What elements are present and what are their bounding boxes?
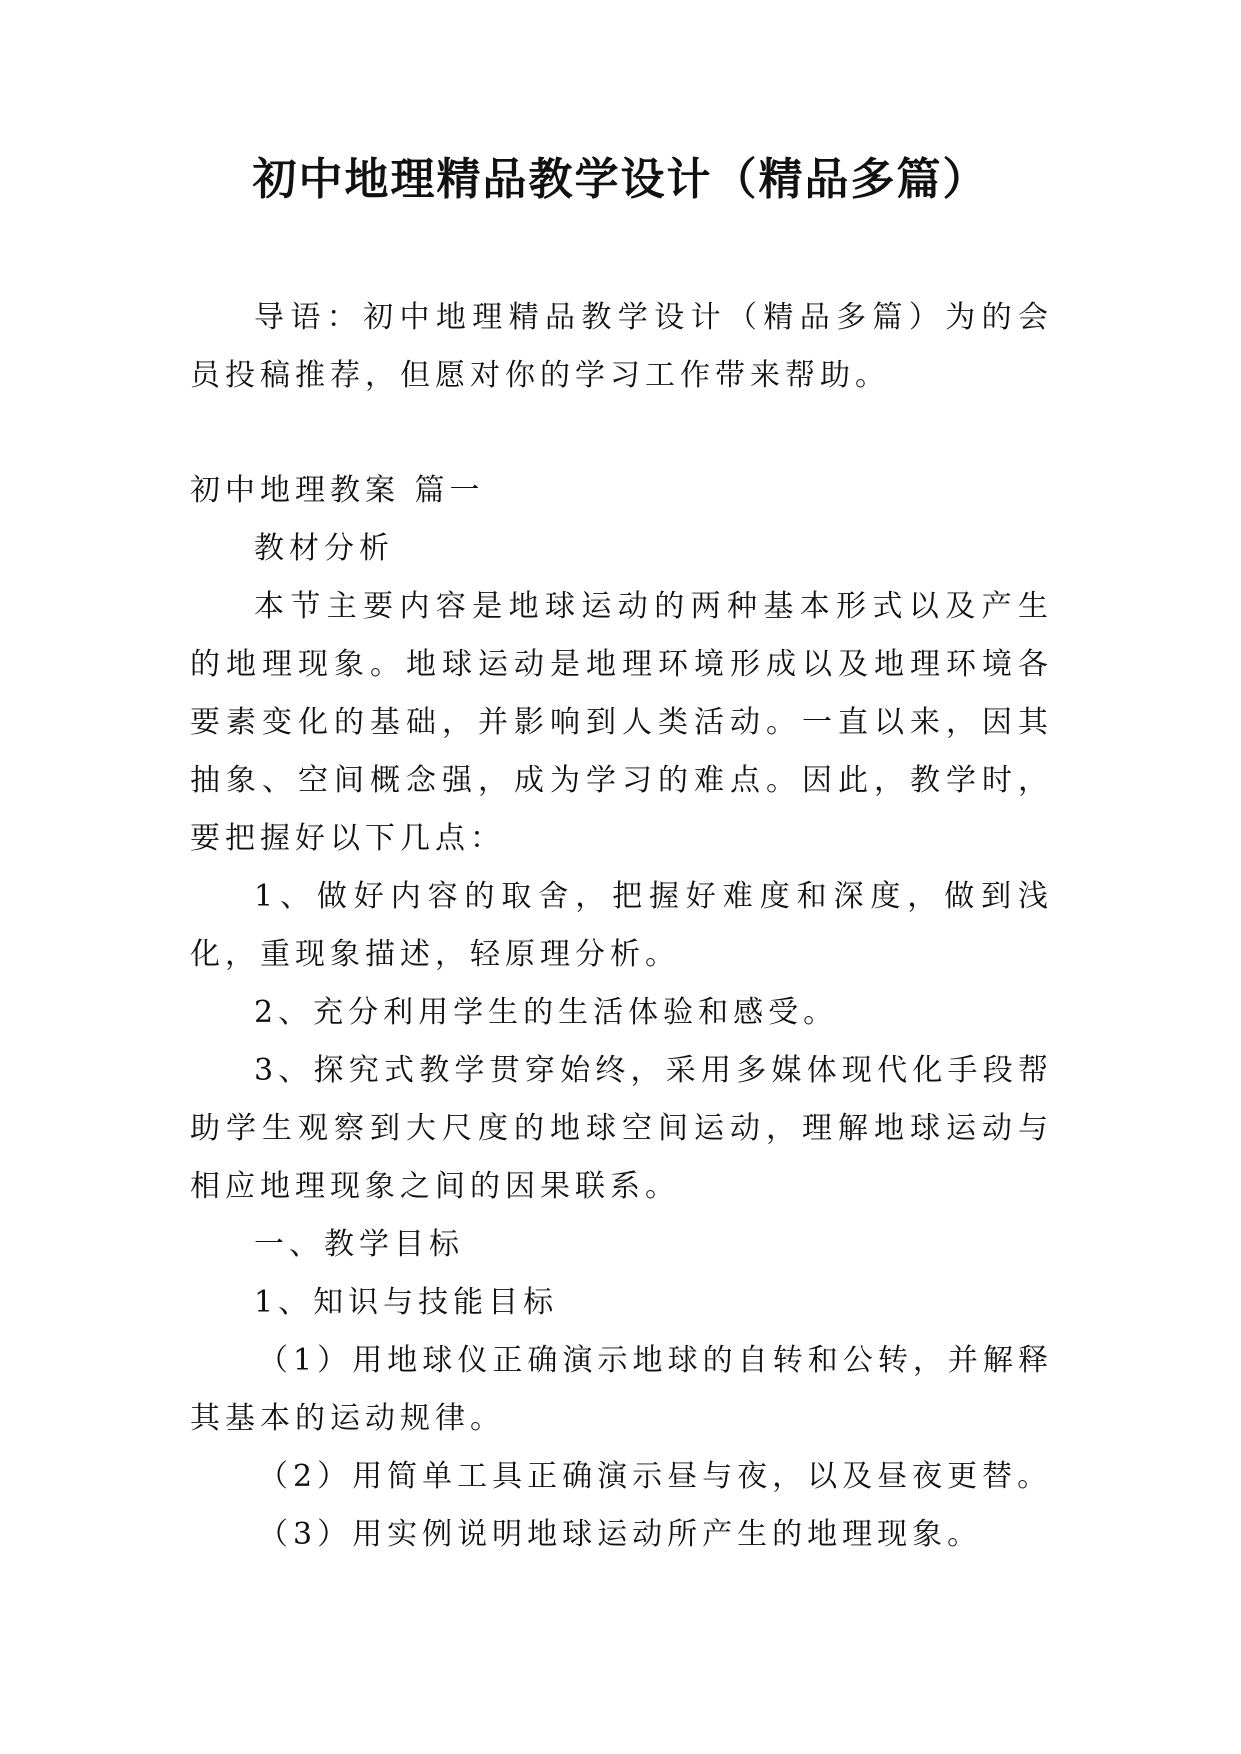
paragraph-material-analysis-heading: 教材分析 bbox=[254, 531, 394, 566]
paragraph-point-1: 1、做好内容的取舍，把握好难度和深度，做到浅化，重现象描述，轻原理分析。 bbox=[190, 879, 1053, 972]
intro-paragraph: 导语：初中地理精品教学设计（精品多篇）为的会员投稿推荐，但愿对你的学习工作带来帮助。 bbox=[190, 300, 1053, 393]
paragraph-goal-3: （3）用实例说明地球运动所产生的地理现象。 bbox=[258, 1517, 983, 1552]
paragraph-point-2: 2、充分利用学生的生活体验和感受。 bbox=[254, 995, 839, 1030]
paragraph-point-3: 3、探究式教学贯穿始终，采用多媒体现代化手段帮助学生观察到大尺度的地球空间运动，理解地球运动与相应地理现象之间的因果联系。 bbox=[190, 1053, 1053, 1204]
document-title: 初中地理精品教学设计（精品多篇） bbox=[252, 154, 989, 205]
paragraph-material-analysis: 本节主要内容是地球运动的两种基本形式以及产生的地理现象。地球运动是地理环境形成以及地理环境各要素变化的基础，并影响到人类活动。一直以来，因其抽象、空间概念强，成为学习的难点。因此，教学时，要把握好以下几点： bbox=[190, 589, 1053, 856]
paragraph-goal-2: （2）用简单工具正确演示昼与夜，以及昼夜更替。 bbox=[258, 1459, 1053, 1494]
paragraph-teaching-goals-heading: 一、教学目标 bbox=[254, 1227, 464, 1262]
section-heading: 初中地理教案 篇一 bbox=[190, 473, 485, 508]
intro-block bbox=[190, 289, 1053, 405]
paragraph-goal-1: （1）用地球仪正确演示地球的自转和公转，并解释其基本的运动规律。 bbox=[190, 1343, 1053, 1436]
paragraph-knowledge-skills-heading: 1、知识与技能目标 bbox=[254, 1285, 559, 1320]
section-one bbox=[190, 462, 1053, 1564]
